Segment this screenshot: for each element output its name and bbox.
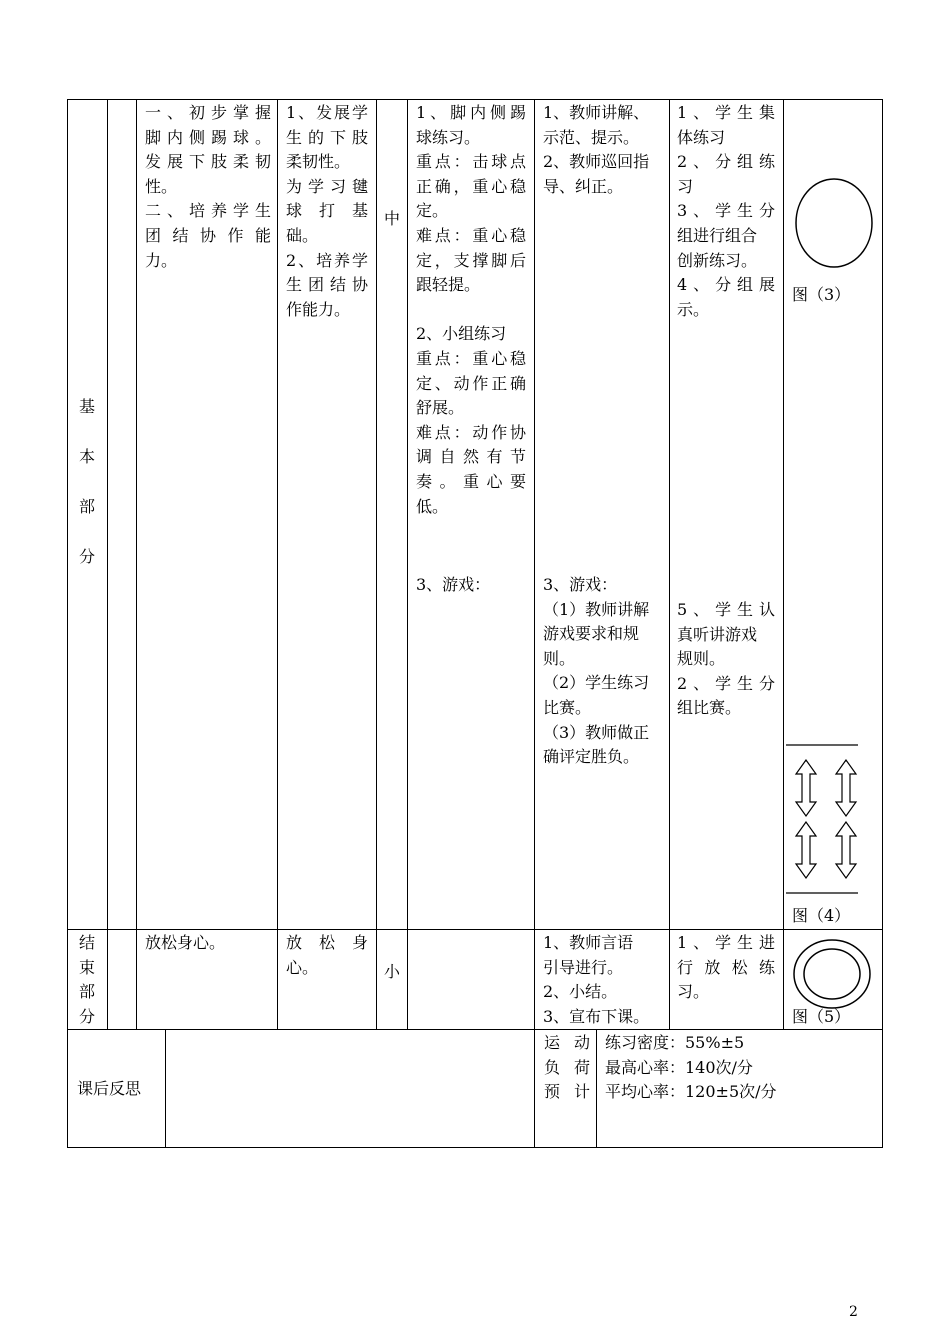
reflection-label: 课后反思	[77, 1079, 142, 1098]
load-label: 运动 负荷 预计	[544, 1033, 590, 1102]
fig3-label: 图（3）	[792, 285, 851, 304]
page-number: 2	[849, 1304, 858, 1320]
basic-goals: 一、初步掌握 脚内侧踢球。 发展下肢柔韧 性。 二、培养学生 团结协作能 力。	[145, 103, 271, 270]
end-aim: 放松身 心。	[286, 933, 368, 977]
basic-content-game: 3、游戏：	[416, 575, 491, 594]
basic-aims: 1、发展学 生的下肢 柔韧性。 为学习毽 球打基 础。 2、培养学 生团结协 作能力。	[286, 103, 368, 319]
col-line	[136, 99, 137, 1029]
col-line	[107, 99, 108, 1029]
col-line	[783, 99, 784, 1029]
end-student: 1、学生进 行放松练 习。	[677, 933, 775, 1002]
basic-teacher: 1、教师讲解、 示范、提示。 2、教师巡回指 导、纠正。	[543, 103, 650, 196]
col-line	[277, 99, 278, 1029]
fig4-label: 图（4）	[792, 906, 851, 925]
basic-student-game: 5、学生认 真听讲游戏 规则。 2、学生分 组比赛。	[677, 600, 775, 718]
col-line	[669, 99, 670, 1029]
section-title-end: 结 束 部 分	[79, 933, 96, 1026]
end-goal: 放松身心。	[145, 933, 226, 952]
col-line	[596, 1029, 597, 1148]
basic-content: 1、脚内侧踢 球练习。 重点：击球点 正确，重心稳 定。 难点：重心稳 定，支撑脚后 跟轻提。 2、小组练习 重点：重心稳 定、动作正确 舒展。 难点：动作协 调自然有节 奏。重心要 低。	[416, 103, 526, 516]
section-title-basic: 基 本 部 分	[79, 397, 96, 566]
row-divider-end-reflect	[67, 1029, 883, 1030]
row-divider-basic-end	[67, 929, 883, 930]
fig5-label: 图（5）	[792, 1007, 851, 1026]
end-intensity: 小	[384, 962, 401, 981]
end-teacher: 1、教师言语 引导进行。 2、小结。 3、宣布下课。	[543, 933, 650, 1026]
col-line	[165, 1029, 166, 1148]
basic-intensity: 中	[384, 209, 401, 228]
basic-student: 1、学生集 体练习 2、分组练 习 3、学生分 组进行组合 创新练习。 4、分组展 示。	[677, 103, 775, 319]
col-line	[376, 99, 377, 1029]
fig4-arrows-diagram	[786, 742, 860, 898]
col-line	[407, 99, 408, 1029]
load-values: 练习密度：55%±5 最高心率：140次/分 平均心率：120±5次/分	[605, 1033, 777, 1102]
basic-teacher-game: 3、游戏： （1）教师讲解 游戏要求和规 则。 （2）学生练习 比赛。 （3）教师做正 确评定胜负。	[543, 575, 650, 767]
fig3-circle-diagram	[792, 176, 876, 270]
col-line	[534, 99, 535, 1148]
fig5-double-circle-diagram	[792, 938, 876, 1012]
